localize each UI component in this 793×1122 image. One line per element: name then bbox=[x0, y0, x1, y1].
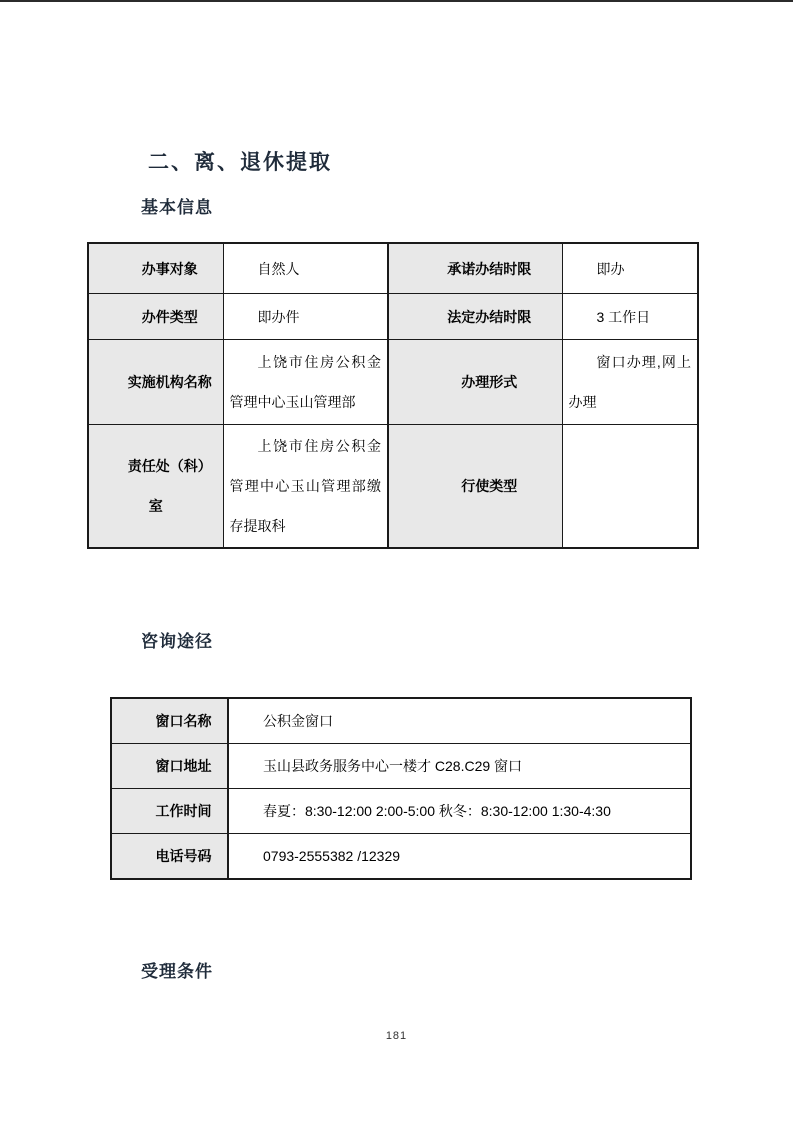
table-row bbox=[88, 425, 698, 549]
basic-info-label: 法定办结时限 bbox=[388, 294, 562, 340]
basic-info-label: 实施机构名称 bbox=[88, 340, 223, 425]
table-row bbox=[111, 698, 691, 744]
consult-label: 窗口地址 bbox=[111, 744, 228, 789]
consult-table bbox=[110, 697, 692, 880]
basic-info-value: 自然人 bbox=[223, 243, 388, 294]
consult-value: 0793-2555382 /12329 bbox=[228, 834, 691, 880]
page-top-edge bbox=[0, 0, 793, 2]
consult-value: 公积金窗口 bbox=[228, 698, 691, 744]
page-number: 181 bbox=[385, 1030, 408, 1042]
table-row bbox=[88, 243, 698, 294]
page-title: 二、离、退休提取 bbox=[148, 151, 332, 174]
table-row bbox=[111, 789, 691, 834]
basic-info-label: 承诺办结时限 bbox=[388, 243, 562, 294]
table-row bbox=[111, 744, 691, 789]
section-heading-basic-info: 基本信息 bbox=[141, 198, 213, 217]
basic-info-value: 窗口办理,网上办理 bbox=[562, 340, 698, 425]
basic-info-label: 办件类型 bbox=[88, 294, 223, 340]
consult-value: 春夏：8:30-12:00 2:00-5:00 秋冬：8:30-12:00 1:30-4:30 bbox=[228, 789, 691, 834]
basic-info-label: 责任处（科）室 bbox=[88, 425, 223, 549]
basic-info-table bbox=[87, 242, 699, 549]
basic-info-value: 上饶市住房公积金管理中心玉山管理部 bbox=[223, 340, 388, 425]
basic-info-label: 办事对象 bbox=[88, 243, 223, 294]
section-heading-accept: 受理条件 bbox=[141, 962, 213, 981]
basic-info-label: 办理形式 bbox=[388, 340, 562, 425]
section-heading-consult: 咨询途径 bbox=[141, 632, 213, 651]
table-row bbox=[111, 834, 691, 880]
basic-info-value: 3 工作日 bbox=[562, 294, 698, 340]
consult-label: 电话号码 bbox=[111, 834, 228, 880]
basic-info-value: 上饶市住房公积金管理中心玉山管理部缴存提取科 bbox=[223, 425, 388, 549]
basic-info-value bbox=[562, 425, 698, 549]
basic-info-label: 行使类型 bbox=[388, 425, 562, 549]
table-row bbox=[88, 294, 698, 340]
consult-label: 工作时间 bbox=[111, 789, 228, 834]
consult-label: 窗口名称 bbox=[111, 698, 228, 744]
basic-info-value: 即办 bbox=[562, 243, 698, 294]
consult-value: 玉山县政务服务中心一楼才 C28.C29 窗口 bbox=[228, 744, 691, 789]
basic-info-value: 即办件 bbox=[223, 294, 388, 340]
table-row bbox=[88, 340, 698, 425]
